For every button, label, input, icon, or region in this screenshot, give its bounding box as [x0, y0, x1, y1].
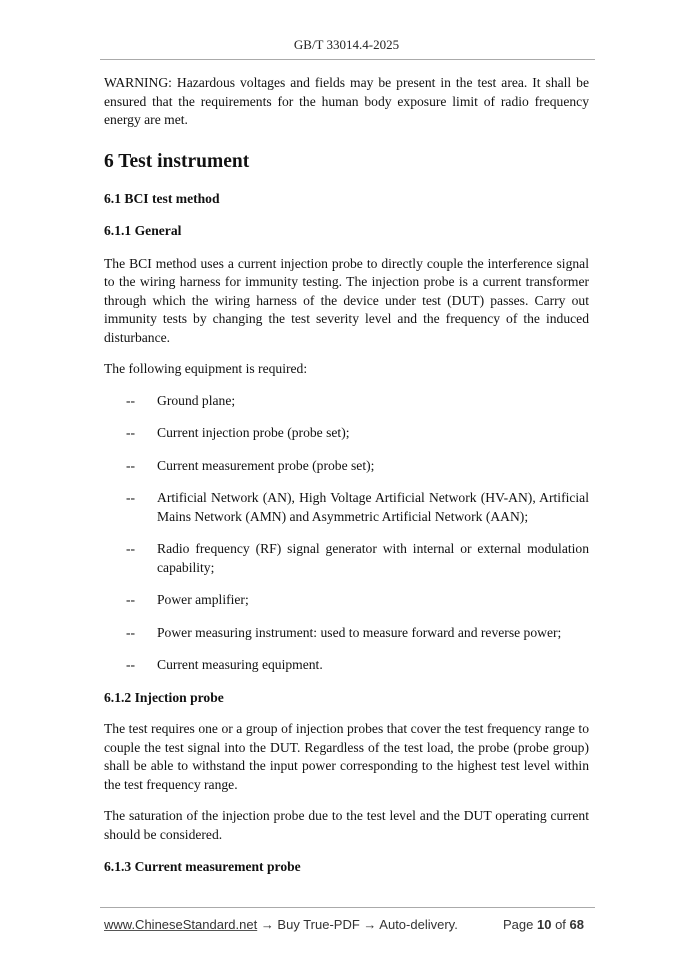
list-dash: --	[126, 457, 136, 473]
list-item	[104, 392, 589, 411]
list-item-text: Power amplifier;	[157, 592, 249, 607]
list-item	[104, 424, 589, 443]
warning-paragraph: WARNING: Hazardous voltages and fields may be present in the test area. It shall be ensured that the requirements for the human body exposure limit of radio frequency energy are met.	[104, 75, 589, 127]
list-item-text: Artificial Network (AN), High Voltage Artificial Network (HV-AN), Artificial Mains Network (AMN) and Asymmetric Artificial Network (AAN);	[157, 490, 589, 524]
section-6-heading: 6 Test instrument	[104, 150, 250, 172]
page-indicator	[503, 917, 584, 932]
equipment-intro: The following equipment is required:	[104, 361, 308, 376]
list-item	[104, 540, 589, 577]
list-item-text: Current injection probe (probe set);	[157, 425, 350, 440]
list-item	[104, 656, 589, 675]
website-link[interactable]: www.ChineseStandard.net	[104, 917, 258, 932]
list-dash: --	[126, 490, 136, 505]
injection-probe-paragraph: The test requires one or a group of injection probes that cover the test frequency range to couple the test signal into the DUT. Regardless of the test load, the probe (probe group) shall be able to withstand the input power corresponding to the highest test level within the test frequency range.	[104, 721, 589, 792]
list-dash: --	[126, 541, 136, 556]
list-item	[104, 624, 589, 643]
promo-text: → Buy True-PDF → Auto-delivery.	[257, 917, 458, 932]
saturation-paragraph: The saturation of the injection probe due to the test level and the DUT operating current should be considered.	[104, 808, 589, 842]
list-item-text: Ground plane;	[157, 392, 236, 408]
list-dash: --	[126, 392, 136, 408]
running-header: GB/T 33014.4-2025	[293, 37, 400, 52]
list-item-text: Radio frequency (RF) signal generator with internal or external modulation capability;	[157, 541, 589, 575]
header-rule	[100, 59, 595, 60]
list-dash: --	[126, 425, 136, 440]
total-pages: 68	[569, 917, 584, 932]
list-dash: --	[126, 657, 136, 672]
section-6-1-2-heading: 6.1.2 Injection probe	[104, 689, 224, 705]
list-dash: --	[126, 624, 136, 640]
page-number: 10	[536, 917, 552, 932]
general-paragraph: The BCI method uses a current injection probe to directly couple the interference signal to the wiring harness for immunity testing. The injection probe is a current transformer through which the wiring harness of the device under test (DUT) passes. Carry out immunity tests by changing the test severity level and the frequency of the induced disturbance.	[104, 255, 589, 345]
list-dash: --	[126, 592, 136, 607]
list-item-text: Current measuring equipment.	[157, 657, 323, 672]
list-item	[104, 457, 589, 476]
list-item-text: Current measurement probe (probe set);	[157, 457, 375, 473]
footer-promo	[104, 917, 458, 932]
list-item	[104, 591, 589, 610]
section-6-1-1-heading: 6.1.1 General	[104, 223, 182, 238]
page-footer	[104, 917, 584, 937]
equipment-list	[104, 392, 589, 675]
page-label: Page	[502, 917, 534, 932]
list-item-text: Power measuring instrument: used to measure forward and reverse power;	[157, 624, 562, 640]
list-item	[104, 489, 589, 526]
footer-rule	[100, 907, 595, 908]
page-content	[104, 74, 589, 877]
section-6-1-heading: 6.1 BCI test method	[104, 190, 220, 206]
section-6-1-3-heading: 6.1.3 Current measurement probe	[104, 859, 301, 874]
of-label: of	[555, 917, 566, 932]
